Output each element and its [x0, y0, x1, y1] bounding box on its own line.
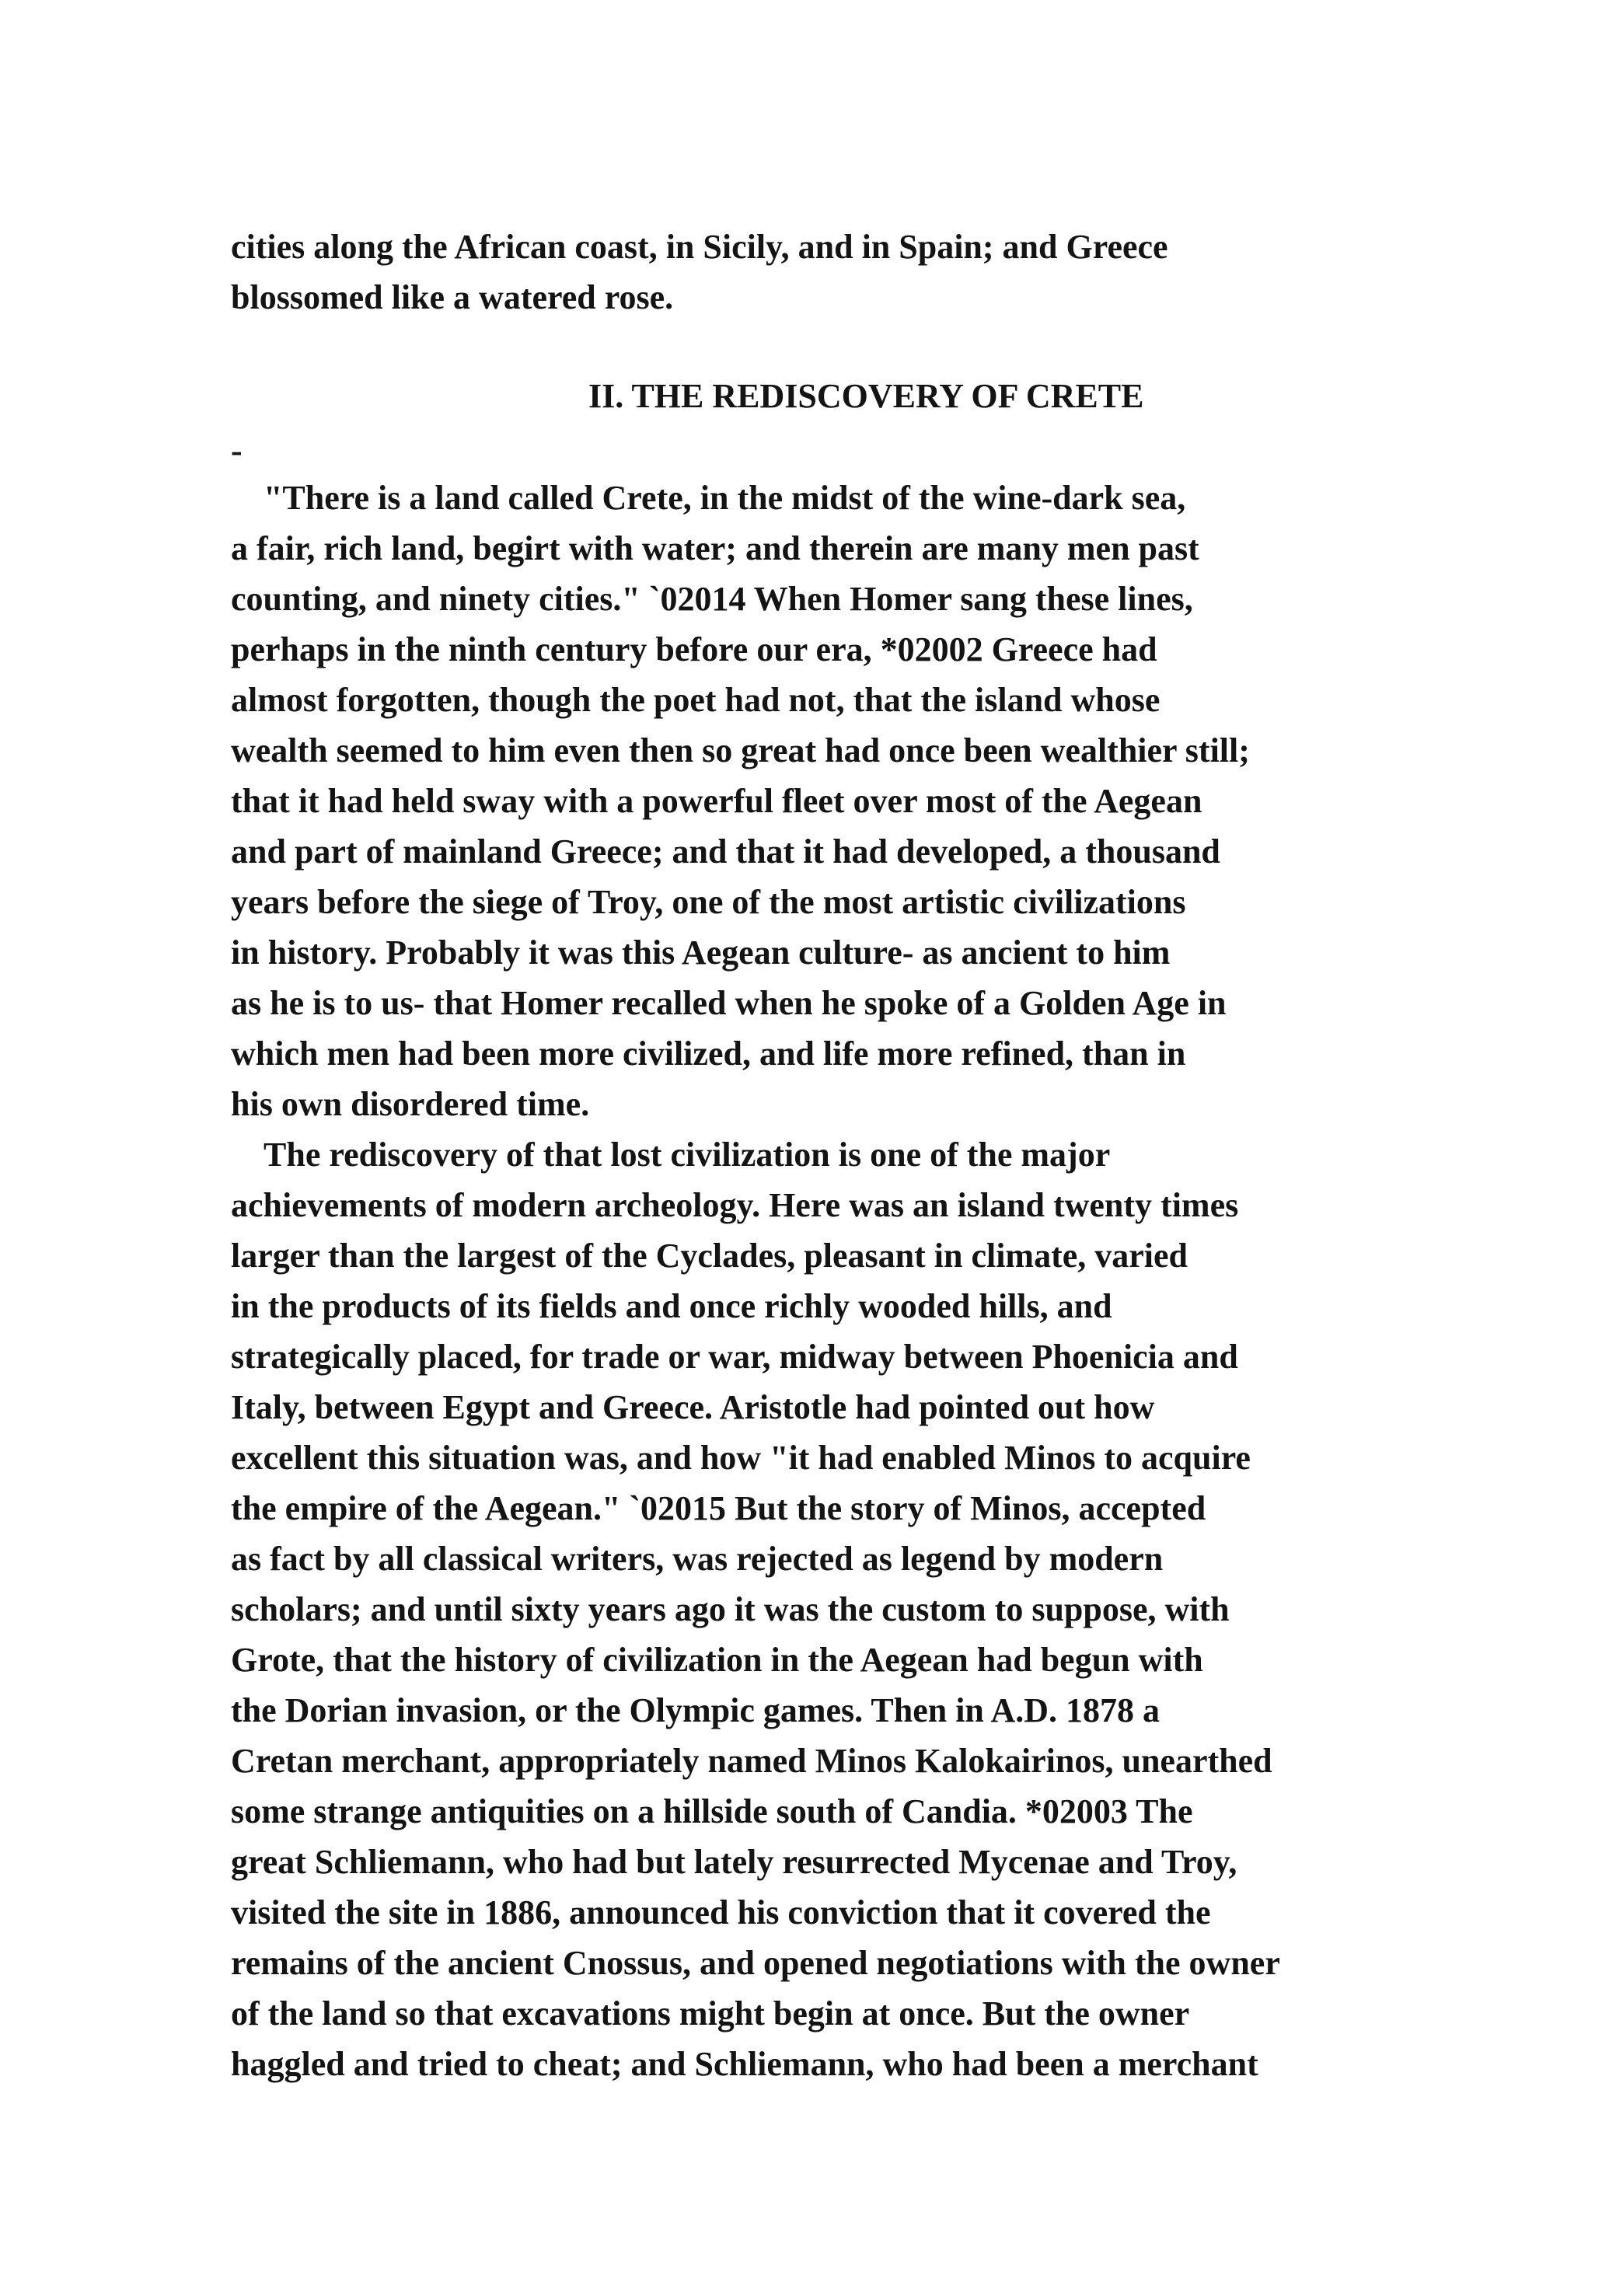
text-line: haggled and tried to cheat; and Schliemann, who had been a merchant: [231, 2045, 1258, 2083]
text-line: strategically placed, for trade or war, midway between Phoenicia and: [231, 1338, 1238, 1376]
text-line: Italy, between Egypt and Greece. Aristotle had pointed out how: [231, 1388, 1155, 1426]
text-line: in the products of its fields and once richly wooded hills, and: [231, 1287, 1112, 1325]
text-line: years before the siege of Troy, one of the most artistic civilizations: [231, 883, 1186, 921]
text-line: almost forgotten, though the poet had not, that the island whose: [231, 681, 1161, 719]
text-line: as he is to us- that Homer recalled when he spoke of a Golden Age in: [231, 984, 1227, 1022]
text-line: the Dorian invasion, or the Olympic games. Then in A.D. 1878 a: [231, 1691, 1161, 1729]
text-line: which men had been more civilized, and life more refined, than in: [231, 1035, 1186, 1073]
text-line: the empire of the Aegean." `02015 But the story of Minos, accepted: [231, 1489, 1206, 1527]
text-line: scholars; and until sixty years ago it was the custom to suppose, with: [231, 1590, 1230, 1628]
separator-mark: -: [231, 431, 243, 469]
text-line: achievements of modern archeology. Here was an island twenty times: [231, 1186, 1239, 1224]
text-line: excellent this situation was, and how "it had enabled Minos to acquire: [231, 1439, 1251, 1477]
text-line: as fact by all classical writers, was rejected as legend by modern: [231, 1540, 1164, 1578]
text-line: of the land so that excavations might begin at once. But the owner: [231, 1994, 1190, 2033]
text-line: Grote, that the history of civilization in the Aegean had begun with: [231, 1641, 1203, 1679]
text-line: larger than the largest of the Cyclades, pleasant in climate, varied: [231, 1237, 1188, 1275]
text-line: The rediscovery of that lost civilization is one of the major: [264, 1136, 1111, 1174]
text-line: "There is a land called Crete, in the midst of the wine-dark sea,: [264, 479, 1186, 517]
text-line: his own disordered time.: [231, 1085, 590, 1123]
text-line: in history. Probably it was this Aegean culture- as ancient to him: [231, 933, 1171, 972]
text-line: perhaps in the ninth century before our era, *02002 Greece had: [231, 630, 1157, 668]
text-line: counting, and ninety cities." `02014 When Homer sang these lines,: [231, 580, 1193, 618]
text-line: blossomed like a watered rose.: [231, 278, 674, 316]
section-heading: II. THE REDISCOVERY OF CRETE: [588, 377, 1144, 415]
text-line: that it had held sway with a powerful fleet over most of the Aegean: [231, 782, 1202, 820]
text-line: some strange antiquities on a hillside south of Candia. *02003 The: [231, 1792, 1193, 1830]
text-line: and part of mainland Greece; and that it had developed, a thousand: [231, 832, 1220, 871]
text-line: cities along the African coast, in Sicily, and in Spain; and Greece: [231, 228, 1168, 266]
text-line: a fair, rich land, begirt with water; and therein are many men past: [231, 529, 1199, 567]
text-line: remains of the ancient Cnossus, and opened negotiations with the owner: [231, 1944, 1280, 1982]
text-line: Cretan merchant, appropriately named Minos Kalokairinos, unearthed: [231, 1742, 1272, 1780]
text-line: great Schliemann, who had but lately resurrected Mycenae and Troy,: [231, 1843, 1237, 1881]
text-line: wealth seemed to him even then so great had once been wealthier still;: [231, 731, 1250, 769]
text-line: visited the site in 1886, announced his conviction that it covered the: [231, 1893, 1211, 1931]
